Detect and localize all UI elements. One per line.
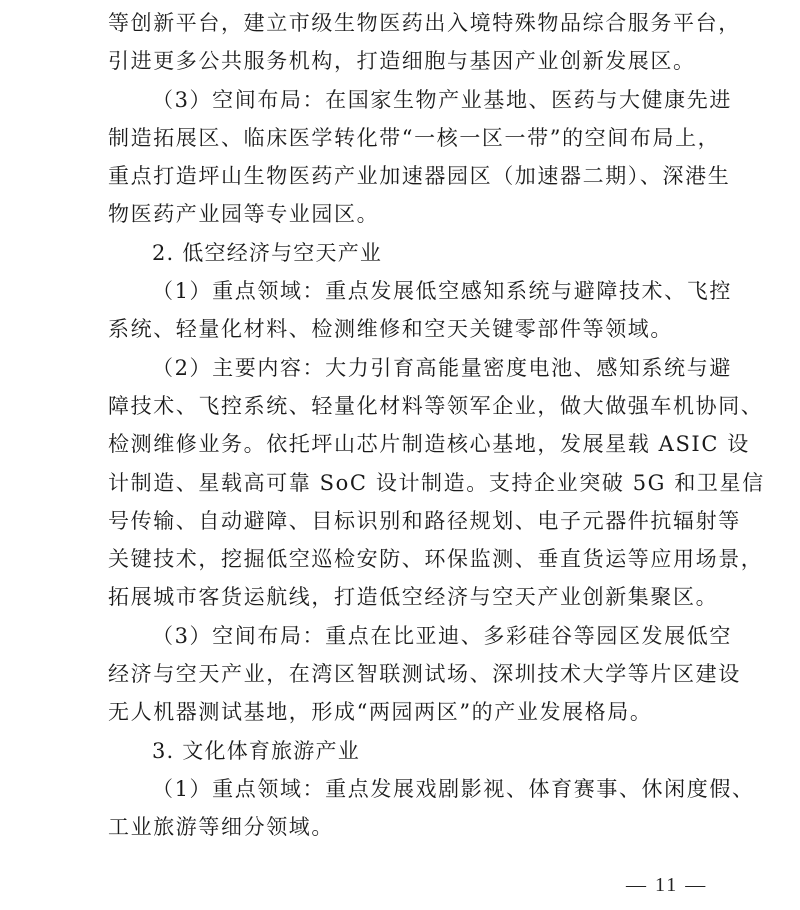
text-line: 关键技术，挖掘低空巡检安防、环保监测、垂直货运等应用场景， [108, 547, 764, 572]
text-line: 等创新平台，建立市级生物医药出入境特殊物品综合服务平台， [108, 11, 741, 35]
text-line: 重点打造坪山生物医药产业加速器园区（加速器二期）、深港生 [108, 164, 731, 189]
text-line: 计制造、星载高可靠 SoC 设计制造。支持企业突破 5G 和卫星信 [108, 470, 765, 495]
paragraph-start-line: （1）重点领域：重点发展戏剧影视、体育赛事、休闲度假、 [152, 776, 755, 801]
page-number: — 11 — [626, 874, 708, 896]
text-line: 系统、轻量化材料、检测维修和空天关键零部件等领域。 [108, 317, 673, 342]
text-line: 无人机器测试基地，形成“两园两区”的产业发展格局。 [108, 700, 653, 725]
paragraph-start-line: （3）空间布局：在国家生物产业基地、医药与大健康先进 [152, 87, 732, 112]
text-line: 号传输、自动避障、目标识别和路径规划、电子元器件抗辐射等 [108, 508, 741, 533]
text-line: 障技术、飞控系统、轻量化材料等领军企业，做大做强车机协同、 [108, 393, 764, 418]
text-line: 引进更多公共服务机构，打造细胞与基因产业创新发展区。 [108, 49, 696, 74]
text-line: 物医药产业园等专业园区。 [108, 202, 380, 227]
section-heading: 3. 文化体育旅游产业 [152, 738, 360, 763]
text-line: 拓展城市客货运航线，打造低空经济与空天产业创新集聚区。 [108, 585, 719, 610]
paragraph-start-line: （2）主要内容：大力引育高能量密度电池、感知系统与避 [152, 355, 732, 380]
text-line: 经济与空天产业，在湾区智联测试场、深圳技术大学等片区建设 [108, 662, 741, 687]
text-line: 工业旅游等细分领域。 [108, 815, 334, 840]
document-page [108, 4, 765, 847]
paragraph-start-line: （3）空间布局：重点在比亚迪、多彩硅谷等园区发展低空 [152, 623, 732, 648]
paragraph-start-line: （1）重点领域：重点发展低空感知系统与避障技术、飞控 [152, 279, 732, 304]
text-line: 制造拓展区、临床医学转化带“一核一区一带”的空间布局上， [108, 125, 721, 150]
text-line: 检测维修业务。依托坪山芯片制造核心基地，发展星载 ASIC 设 [108, 432, 750, 457]
section-heading: 2. 低空经济与空天产业 [152, 240, 383, 265]
